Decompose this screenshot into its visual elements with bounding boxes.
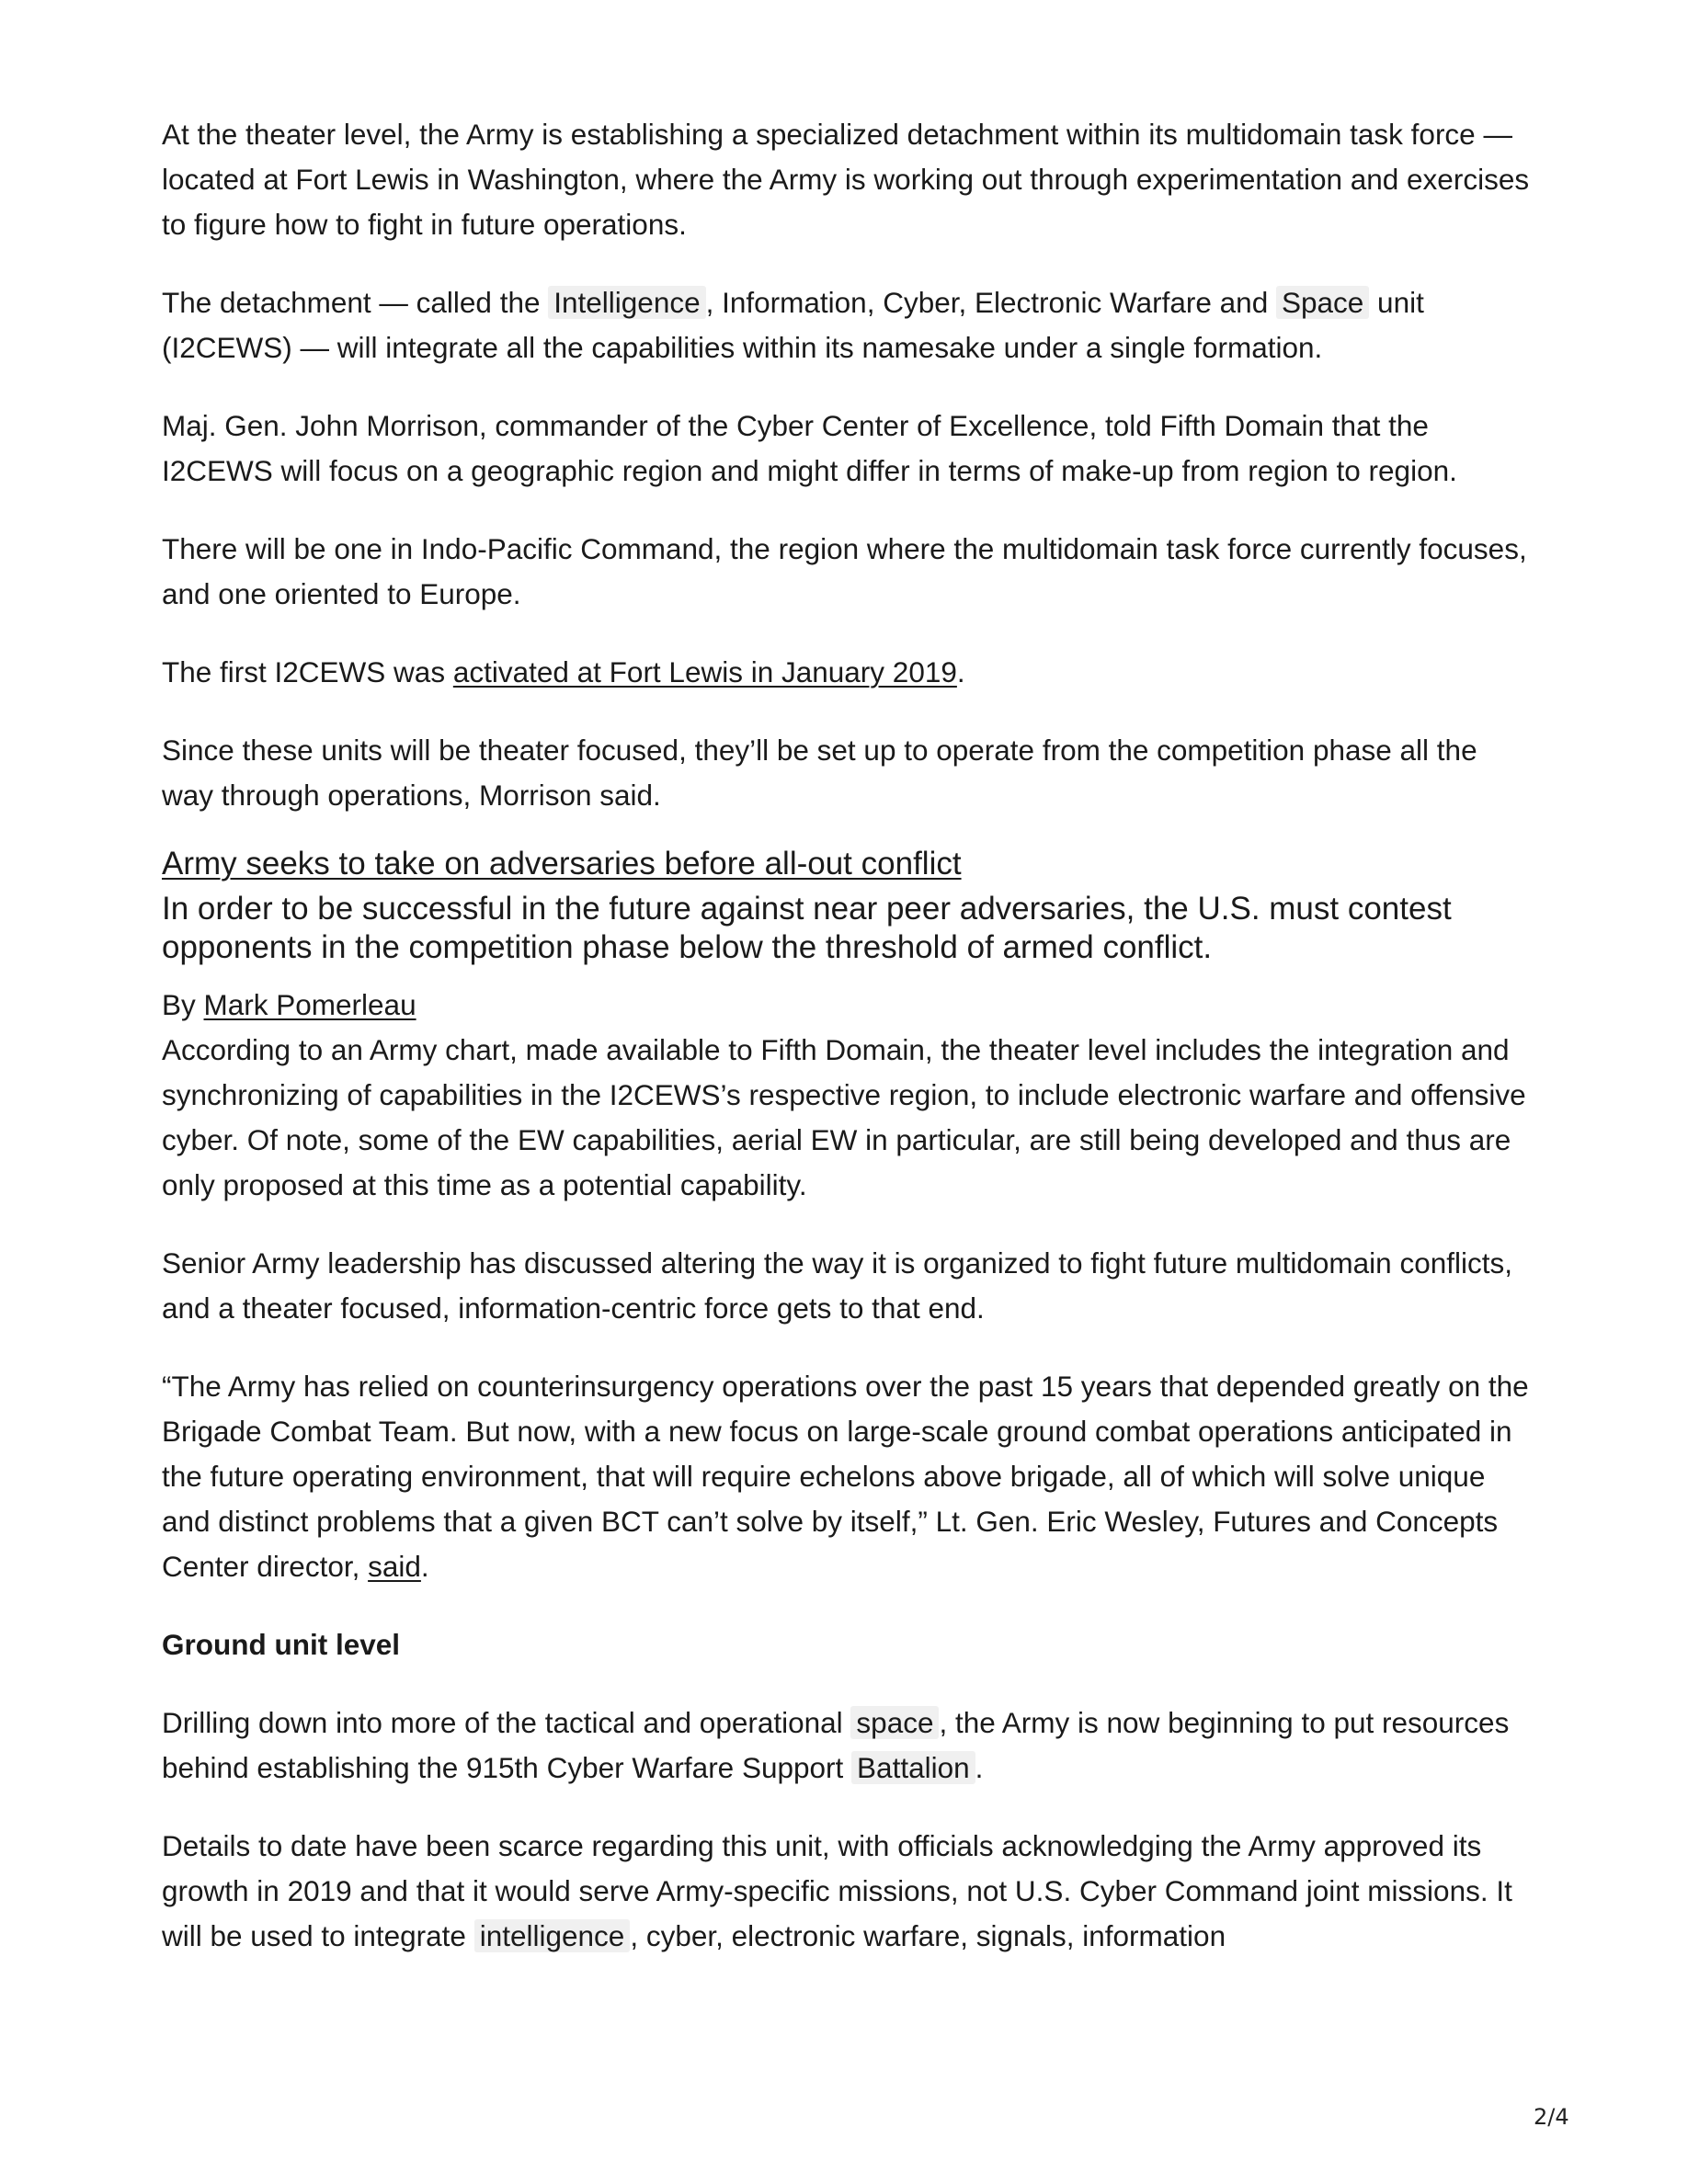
text-run: . (975, 1751, 984, 1784)
paragraph-senior-leadership: Senior Army leadership has discussed altering the way it is organized to fight future multidomain conflicts, and a theater focused, information-centric force gets to that end. (162, 1246, 1512, 1325)
paragraph-theater-focused: Since these units will be theater focused, they’ll be set up to operate from the competition phase all the way through operations, Morrison said. (162, 734, 1477, 812)
text-run: “The Army has relied on counterinsurgency operations over the past 15 years that depended greatly on the Brigade Combat Team. But now, with a new focus on large-scale ground combat operations anticipated in the future operating environment, that will require echelons above brigade, all of which will solve unique and distinct problems that a given BCT can’t solve by itself,” Lt. Gen. Eric Wesley, Futures and Concepts Center director, (162, 1370, 1529, 1583)
highlighted-term-battalion[interactable]: Battalion (851, 1751, 975, 1784)
paragraph-detachment (162, 280, 1532, 370)
text-run: . (956, 655, 965, 688)
said-link[interactable]: said (368, 1550, 421, 1583)
text-run: Details to date have been scarce regarding this unit, with officials acknowledging the Army approved its growth in 2019 and that it would serve Army-specific missions, not U.S. Cyber Command joint missions. It will be used to integrate (162, 1829, 1512, 1952)
related-article-description: In order to be successful in the future against near peer adversaries, the U.S. must contest opponents in the competition phase below the threshold of armed conflict. (162, 891, 1452, 965)
text-run: unit (I2CEWS) — will integrate all the capabilities within its namesake under a single formation. (162, 286, 1424, 364)
related-article-embed (162, 844, 1532, 1024)
highlighted-term-intelligence[interactable]: intelligence (474, 1919, 631, 1952)
text-run: The first I2CEWS was (162, 655, 453, 688)
byline-prefix: By (162, 988, 204, 1021)
text-run: , cyber, electronic warfare, signals, information (630, 1919, 1226, 1952)
page-number: 2/4 (1534, 2104, 1569, 2130)
author-link[interactable]: Mark Pomerleau (203, 988, 416, 1021)
paragraph-first-i2cews (162, 650, 1532, 695)
article-body (162, 112, 1532, 1992)
paragraph-indo-pacific: There will be one in Indo-Pacific Command, the region where the multidomain task force currently focuses, and one oriented to Europe. (162, 532, 1527, 610)
text-run: , the Army is now beginning to put resources behind establishing the 915th Cyber Warfare Support (162, 1706, 1510, 1784)
paragraph-details-scarce (162, 1824, 1532, 1959)
highlighted-term-space[interactable]: space (850, 1706, 939, 1739)
paragraph-915th-battalion (162, 1701, 1532, 1791)
paragraph-army-chart: According to an Army chart, made available to Fifth Domain, the theater level includes the integration and synchronizing of capabilities in the I2CEWS’s respective region, to include electronic warfare and offensive cyber. Of note, some of the EW capabilities, aerial EW in particular, are still being developed and thus are only proposed at this time as a potential capability. (162, 1033, 1526, 1201)
text-run: Drilling down into more of the tactical and operational (162, 1706, 851, 1739)
highlighted-term-intelligence[interactable]: Intelligence (548, 286, 705, 319)
related-article-byline (162, 985, 1532, 1024)
paragraph-morrison: Maj. Gen. John Morrison, commander of the Cyber Center of Excellence, told Fifth Domain that the I2CEWS will focus on a geographic region and might differ in terms of make-up from region to region. (162, 409, 1457, 487)
paragraph-theater-level: At the theater level, the Army is establishing a specialized detachment within its multidomain task force — located at Fort Lewis in Washington, where the Army is working out through experimentation and exercises to figure how to fight in future operations. (162, 118, 1530, 241)
text-run: The detachment — called the (162, 286, 549, 319)
section-heading-ground-unit: Ground unit level (162, 1628, 401, 1661)
related-article-title-link[interactable]: Army seeks to take on adversaries before all-out conflict (162, 846, 962, 882)
text-run: . (420, 1550, 429, 1583)
paragraph-wesley-quote (162, 1364, 1532, 1589)
activation-link[interactable]: activated at Fort Lewis in January 2019 (452, 655, 957, 688)
highlighted-term-space[interactable]: Space (1276, 286, 1369, 319)
text-run: , Information, Cyber, Electronic Warfare and (705, 286, 1276, 319)
